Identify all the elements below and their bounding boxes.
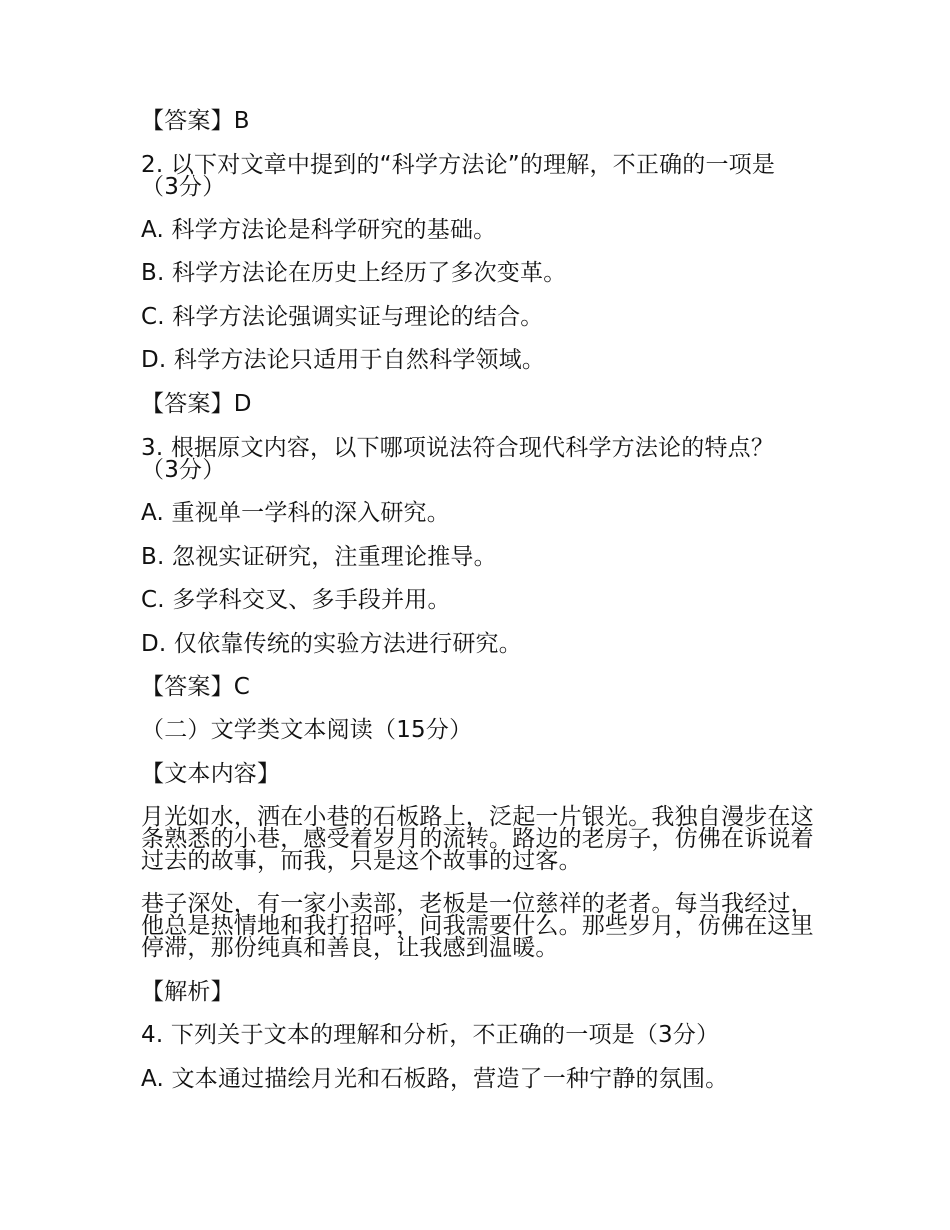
- q4-option-a: A. 文本通过描绘月光和石板路，营造了一种宁静的氛围。: [141, 1066, 729, 1092]
- q3-option-a: A. 重视单一学科的深入研究。: [141, 500, 450, 526]
- q3-option-d: D. 仅依靠传统的实验方法进行研究。: [141, 631, 522, 657]
- answer-label: 【答案】D: [141, 391, 252, 417]
- analysis-heading: 【解析】: [141, 979, 234, 1005]
- answer-label: 【答案】C: [141, 674, 251, 700]
- q2-option-a: A. 科学方法论是科学研究的基础。: [141, 217, 497, 243]
- q2-option-b: B. 科学方法论在历史上经历了多次变革。: [141, 260, 567, 286]
- passage-paragraph-2: 巷子深处，有一家小卖部，老板是一位慈祥的老者。每当我经过，他总是热情地和我打招呼，问我需要什么。那些岁月，仿佛在这里停滞，那份纯真和善良，让我感到温暖。: [141, 891, 814, 961]
- question-2: 2. 以下对文章中提到的“科学方法论”的理解，不正确的一项是（3分）: [141, 152, 776, 200]
- text-content-heading: 【文本内容】: [141, 761, 281, 787]
- q3-option-b: B. 忽视实证研究，注重理论推导。: [141, 544, 497, 570]
- q3-option-c: C. 多学科交叉、多手段并用。: [141, 587, 451, 613]
- q2-option-c: C. 科学方法论强调实证与理论的结合。: [141, 304, 544, 330]
- question-3: 3. 根据原文内容，以下哪项说法符合现代科学方法论的特点？（3分）: [141, 435, 775, 483]
- q2-option-d: D. 科学方法论只适用于自然科学领域。: [141, 347, 546, 373]
- section-heading: （二）文学类文本阅读（15分）: [141, 717, 473, 743]
- question-4: 4. 下列关于文本的理解和分析，不正确的一项是（3分）: [141, 1022, 720, 1048]
- answer-label: 【答案】B: [141, 108, 250, 134]
- passage-paragraph-1: 月光如水，洒在小巷的石板路上，泛起一片银光。我独自漫步在这条熟悉的小巷，感受着岁月的流转。路边的老房子，仿佛在诉说着过去的故事，而我，只是这个故事的过客。: [141, 804, 814, 874]
